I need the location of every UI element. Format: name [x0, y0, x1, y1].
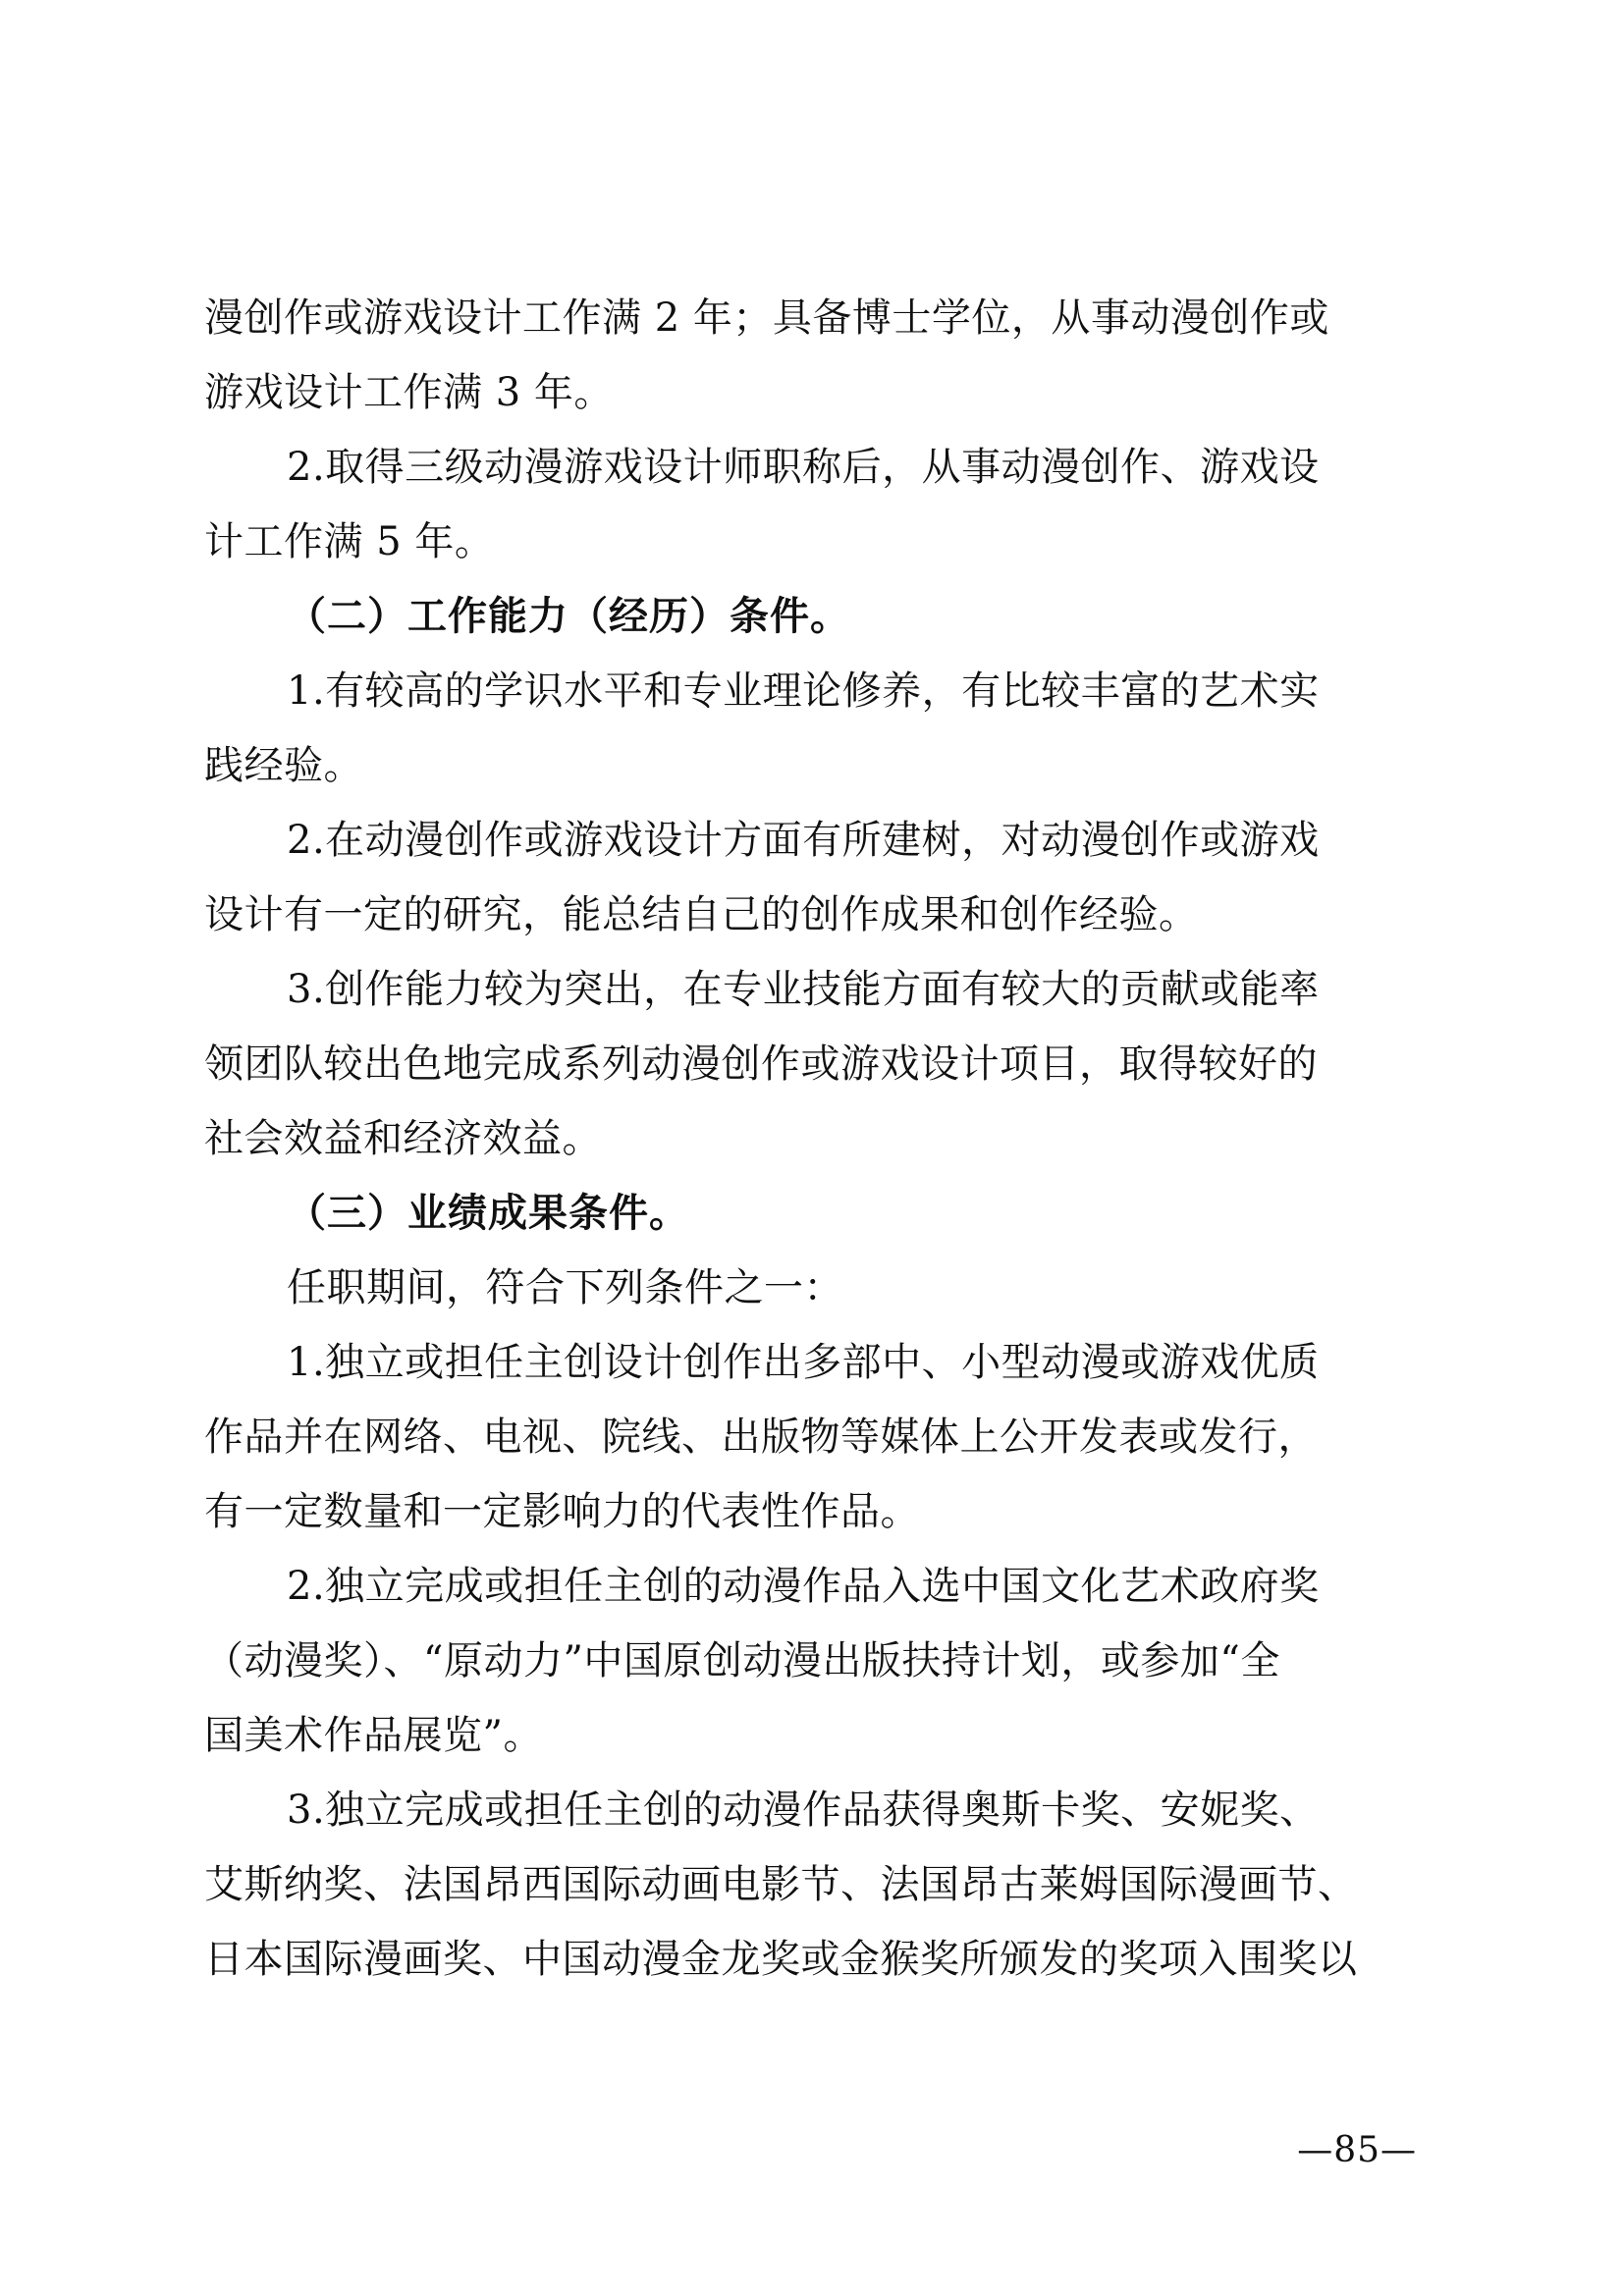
text-line: （三）业绩成果条件。	[287, 1190, 689, 1236]
page-body	[204, 281, 1422, 1997]
text-line: 社会效益和经济效益。	[204, 1116, 602, 1161]
text-line: 作品并在网络、电视、院线、出版物等媒体上公开发表或发行，	[204, 1415, 1318, 1460]
section-heading	[204, 1176, 1422, 1251]
text-line: 1.独立或担任主创设计创作出多部中、小型动漫或游戏优质	[287, 1340, 1320, 1385]
text-line: 日本国际漫画奖、中国动漫金龙奖或金猴奖所颁发的奖项入围奖以	[204, 1937, 1358, 1982]
body-paragraph	[204, 430, 1422, 579]
text-line: 有一定数量和一定影响力的代表性作品。	[204, 1489, 920, 1534]
text-line: 1.有较高的学识水平和专业理论修养，有比较丰富的艺术实	[287, 668, 1320, 714]
text-line: 领团队较出色地完成系列动漫创作或游戏设计项目，取得较好的	[204, 1041, 1318, 1087]
body-paragraph	[204, 654, 1422, 803]
text-line: 艾斯纳奖、法国昂西国际动画电影节、法国昂古莱姆国际漫画节、	[204, 1862, 1358, 1907]
text-line: 3.独立完成或担任主创的动漫作品获得奥斯卡奖、安妮奖、	[287, 1788, 1320, 1833]
text-line: 践经验。	[204, 743, 363, 788]
body-paragraph	[204, 1251, 1422, 1325]
body-paragraph	[204, 281, 1422, 430]
body-paragraph	[204, 1773, 1422, 1997]
text-line: 2.在动漫创作或游戏设计方面有所建树，对动漫创作或游戏	[287, 818, 1320, 863]
text-line: 漫创作或游戏设计工作满 2 年；具备博士学位，从事动漫创作或	[204, 295, 1329, 341]
body-paragraph	[204, 1325, 1422, 1549]
text-line: 国美术作品展览”。	[204, 1713, 543, 1758]
text-line: 任职期间，符合下列条件之一：	[287, 1265, 843, 1310]
body-paragraph	[204, 803, 1422, 952]
text-line: 2.独立完成或担任主创的动漫作品入选中国文化艺术政府奖	[287, 1564, 1320, 1609]
text-line: 3.创作能力较为突出，在专业技能方面有较大的贡献或能率	[287, 967, 1320, 1012]
text-line: （二）工作能力（经历）条件。	[287, 593, 850, 639]
text-line: 2.取得三级动漫游戏设计师职称后，从事动漫创作、游戏设	[287, 445, 1320, 490]
section-heading	[204, 579, 1422, 654]
text-line: 计工作满 5 年。	[204, 519, 495, 564]
body-paragraph	[204, 952, 1422, 1176]
body-paragraph	[204, 1549, 1422, 1773]
text-line: （动漫奖）、“原动力”中国原创动漫出版扶持计划，或参加“全	[204, 1638, 1280, 1683]
text-line: 设计有一定的研究，能总结自己的创作成果和创作经验。	[204, 892, 1199, 937]
text-line: 游戏设计工作满 3 年。	[204, 370, 614, 415]
page-number: —85—	[1297, 2130, 1417, 2170]
